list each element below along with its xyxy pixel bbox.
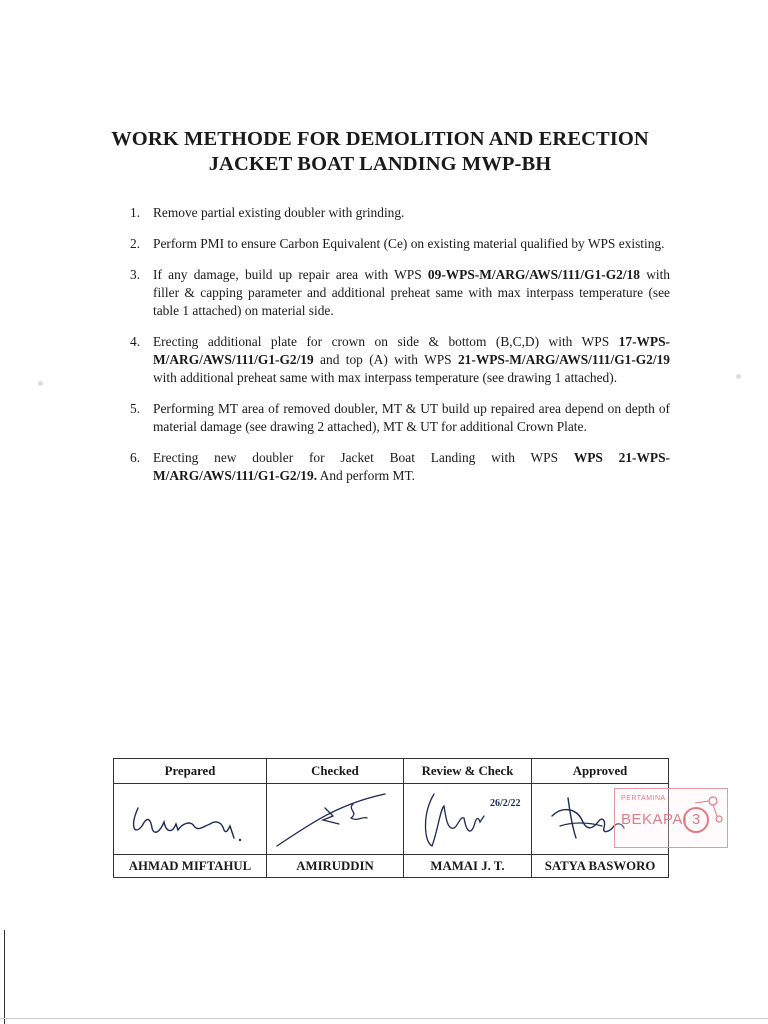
stamp-top-text: PERTAMINA	[621, 795, 666, 802]
handwritten-signature-icon	[267, 786, 403, 852]
header-approved: Approved	[532, 759, 669, 784]
name-review-check: MAMAI J. T.	[404, 855, 532, 878]
step-text	[153, 266, 670, 320]
company-stamp	[614, 788, 728, 848]
title-line-1: WORK METHODE FOR DEMOLITION AND ERECTION	[111, 128, 649, 150]
name-checked: AMIRUDDIN	[267, 855, 404, 878]
procedure-steps	[130, 204, 670, 485]
handwritten-signature-icon	[404, 786, 532, 852]
procedure-step-6	[130, 449, 670, 485]
wps-code: 21-WPS-M/ARG/AWS/111/G1-G2/19	[457, 352, 670, 367]
step-number: 5.	[130, 401, 141, 416]
step-text	[153, 235, 670, 253]
step-number: 3.	[130, 267, 141, 282]
step-number: 2.	[130, 236, 141, 251]
step-text-run: with additional preheat same with max interpass temperature (see drawing 1 attached).	[153, 370, 618, 385]
step-number: 6.	[130, 450, 141, 465]
signature-table	[113, 758, 669, 878]
step-text-run: Perform PMI to ensure Carbon Equivalent (Ce) on existing material qualified by WPS existing.	[153, 236, 665, 251]
name-prepared: AHMAD MIFTAHUL	[114, 855, 267, 878]
step-text-run: Performing MT area of removed doubler, MT & UT build up repaired area depend on depth of material damage (see drawing 2 attached), MT & UT for additional Crown Plate.	[153, 401, 670, 434]
step-number: 4.	[130, 334, 141, 349]
stamp-number: 3	[683, 807, 709, 833]
scan-speck	[38, 381, 43, 386]
wps-code: 17-WPS-M/ARG/AWS/111/G1-G2/19	[153, 334, 670, 367]
signature-name-row	[114, 855, 669, 878]
procedure-step-4	[130, 333, 670, 387]
step-text-run: Remove partial existing doubler with grinding.	[153, 205, 405, 220]
header-review-check: Review & Check	[404, 759, 532, 784]
signature-prepared	[114, 784, 267, 855]
scan-bottom-edge	[0, 1018, 768, 1019]
step-text-run: with filler & capping parameter and additional preheat same with max interpass temperature (see table 1 attached) on material side.	[153, 267, 670, 318]
wps-code: 09-WPS-M/ARG/AWS/111/G1-G2/18	[427, 267, 640, 282]
step-text-run: If any damage, build up repair area with WPS	[153, 267, 428, 282]
handwritten-signature-icon	[120, 786, 260, 852]
step-text-run: Erecting new doubler for Jacket Boat Landing with WPS	[153, 450, 574, 465]
name-approved: SATYA BASWORO	[532, 855, 669, 878]
step-text	[153, 449, 670, 485]
scan-margin-line	[4, 930, 5, 1024]
signature-header-row	[114, 759, 669, 784]
stamp-main-text: BEKAPAI	[621, 811, 688, 828]
signature-row	[114, 784, 669, 855]
signature-review-check	[404, 784, 532, 855]
procedure-step-1	[130, 204, 670, 222]
procedure-step-5	[130, 400, 670, 436]
document-title	[100, 127, 660, 177]
step-text-run: And perform MT.	[317, 468, 415, 483]
step-text	[153, 333, 670, 387]
procedure-step-3	[130, 266, 670, 320]
scan-speck	[736, 374, 741, 379]
step-number: 1.	[130, 205, 141, 220]
step-text	[153, 204, 670, 222]
procedure-step-2	[130, 235, 670, 253]
header-checked: Checked	[267, 759, 404, 784]
header-prepared: Prepared	[114, 759, 267, 784]
title-line-2: JACKET BOAT LANDING MWP-BH	[208, 153, 552, 175]
step-text-run: Erecting additional plate for crown on side & bottom (B,C,D) with WPS	[153, 334, 619, 349]
wps-code: WPS 21-WPS-M/ARG/AWS/111/G1-G2/19.	[153, 450, 670, 483]
step-text	[153, 400, 670, 436]
review-date-note: 26/2/22	[490, 798, 521, 809]
step-text-run: and top (A) with WPS	[313, 352, 458, 367]
signature-checked	[267, 784, 404, 855]
